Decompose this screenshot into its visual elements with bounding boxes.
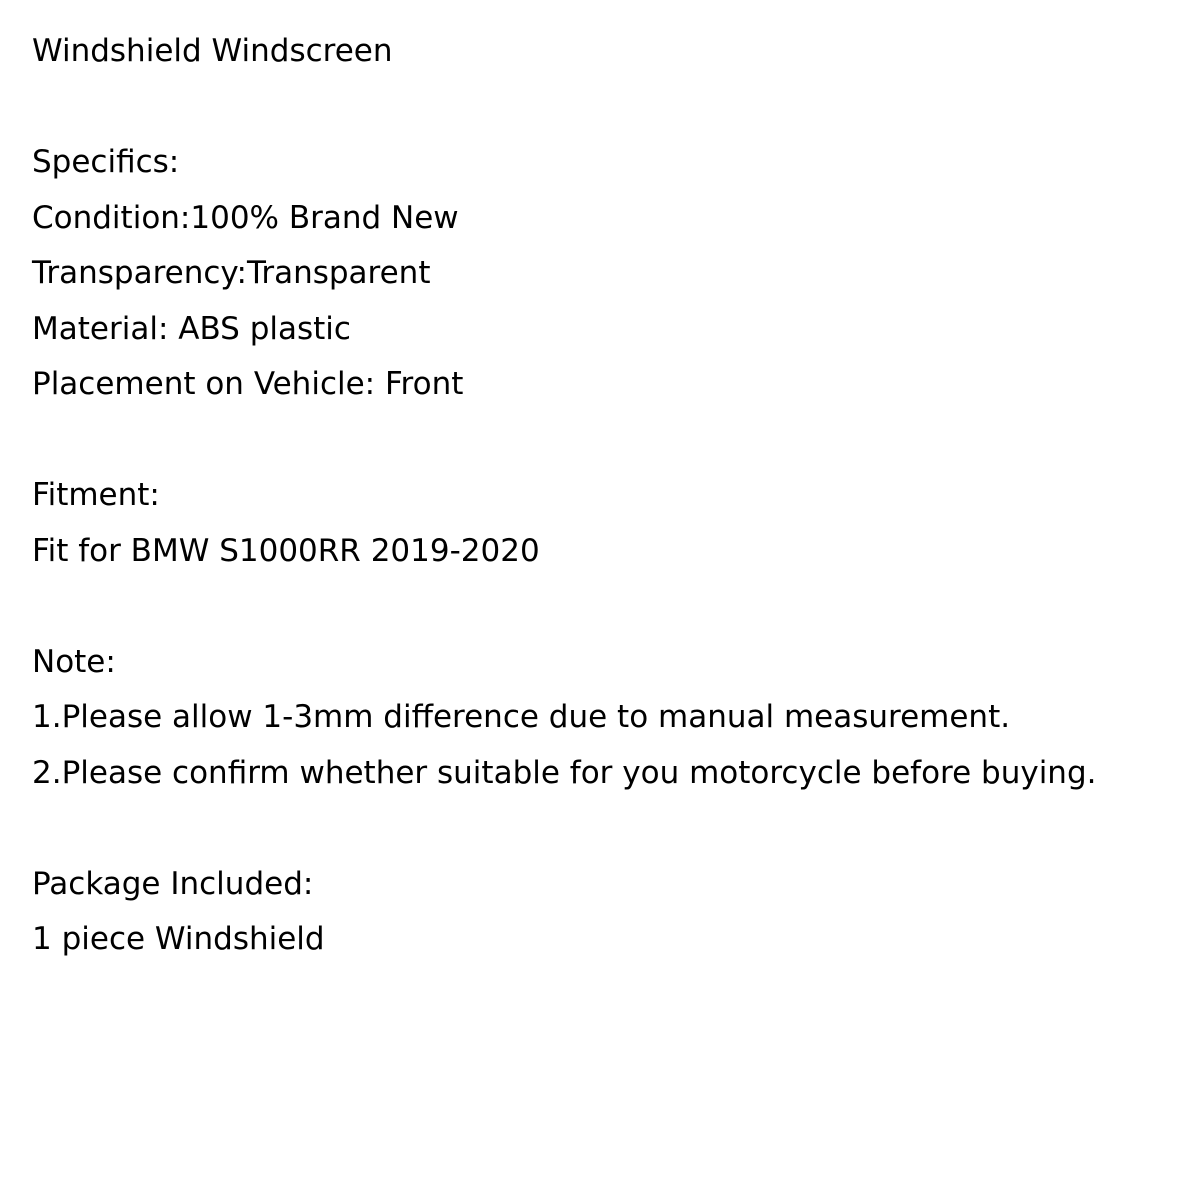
condition-line: Condition:100% Brand New — [32, 199, 459, 236]
document-title: Windshield Windscreen — [32, 33, 393, 69]
specifics-heading: Specifics: — [32, 144, 180, 180]
blank-line — [32, 579, 1192, 635]
placement-line: Placement on Vehicle: Front — [32, 366, 464, 402]
note-heading: Note: — [32, 643, 116, 680]
product-description — [32, 24, 1192, 968]
fitment-line: Fit for BMW S1000RR 2019-2020 — [32, 532, 540, 569]
blank-line — [32, 801, 1192, 857]
fitment-heading: Fitment: — [32, 477, 160, 513]
transparency-line: Transparency:Transparent — [32, 255, 431, 291]
note-item: 1.Please allow 1-3mm difference due to manual measurement. — [32, 699, 1011, 735]
material-line: Material: ABS plastic — [32, 310, 351, 347]
package-item: 1 piece Windshield — [32, 921, 325, 957]
package-heading: Package Included: — [32, 865, 314, 902]
blank-line — [32, 413, 1192, 469]
note-item: 2.Please confirm whether suitable for you motorcycle before buying. — [32, 754, 1097, 791]
blank-line — [32, 80, 1192, 136]
